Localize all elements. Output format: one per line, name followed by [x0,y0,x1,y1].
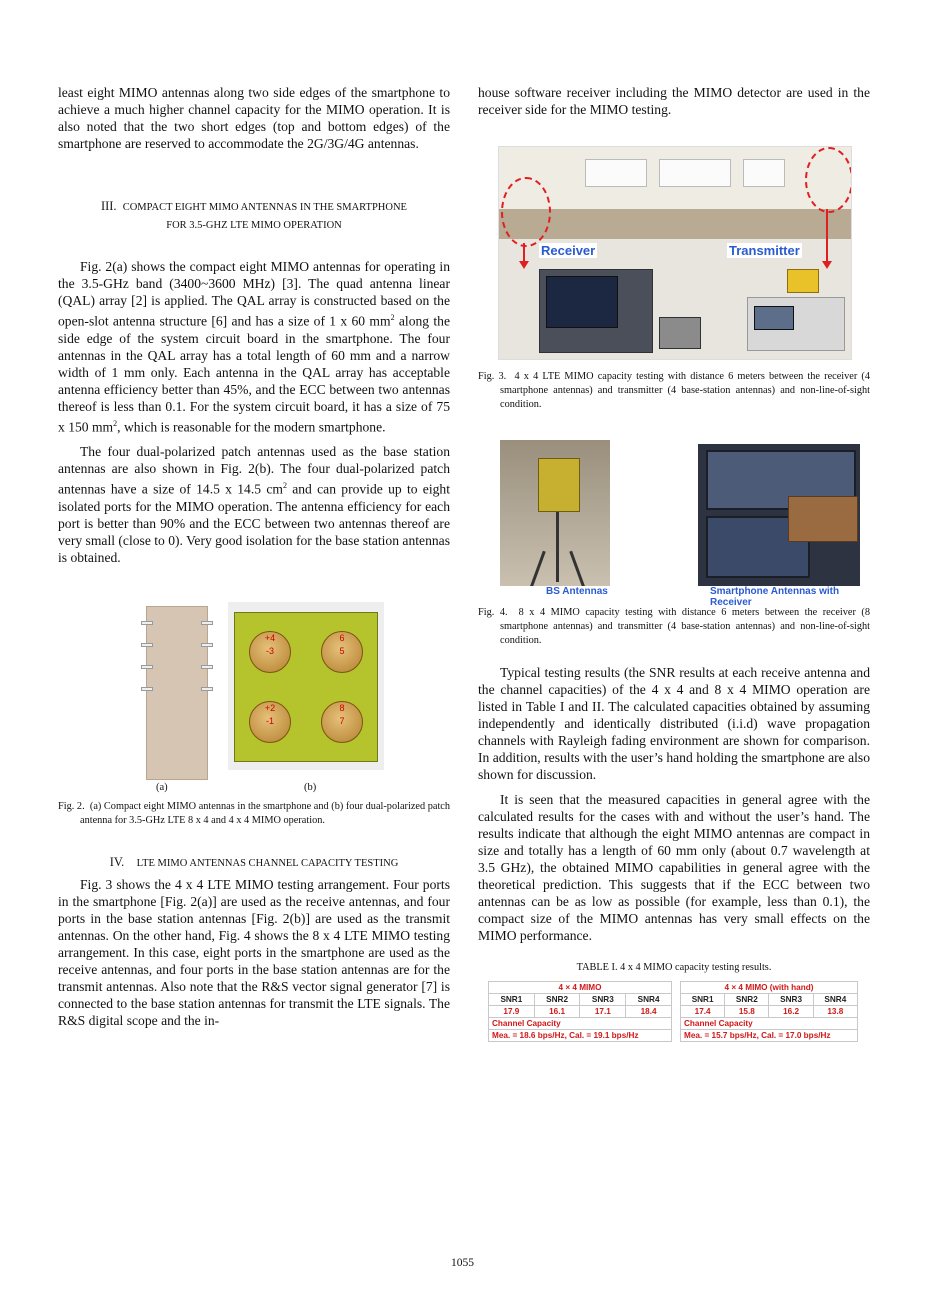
superscript-2b: 2 [113,418,118,428]
fig2-caption-label: Fig. 2. [58,800,85,812]
table1-right-title: 4 × 4 MIMO (with hand) [681,982,858,994]
table1-right-value-2: 15.8 [725,1006,769,1018]
receiver-scope-image [539,269,653,353]
table1-left-value-4: 18.4 [626,1006,672,1018]
superscript-2c: 2 [282,481,287,491]
section-3-number: III. [101,199,117,213]
section-3-heading [58,198,450,234]
fig3-caption [478,370,870,412]
section-3-title-line2: FOR 3.5-GHZ LTE MIMO OPERATION [166,220,342,231]
table1-left [488,981,672,1042]
fig2-caption [58,800,450,828]
table1-right-cc-value: Mea. = 15.7 bps/Hz, Cal. = 17.0 bps/Hz [681,1030,858,1042]
smartphone-receiver-photo [698,444,860,586]
section-4-heading [58,854,450,872]
table1-right-header-1: SNR1 [681,994,725,1006]
section-4-title: LTE MIMO ANTENNAS CHANNEL CAPACITY TESTING [136,857,399,869]
section-3-paragraph-1 [58,258,450,435]
table1-left-cc-value: Mea. = 18.6 bps/Hz, Cal. = 19.1 bps/Hz [489,1030,672,1042]
table1-left-title: 4 × 4 MIMO [489,982,672,994]
table1-left-header-2: SNR2 [534,994,580,1006]
table1-caption: TABLE I. 4 x 4 MIMO capacity testing results. [576,962,772,973]
typical-results-paragraph: Typical testing results (the SNR results at each receive antenna and the channel capacities) of the 4 x 4 and 8 x 4 MIMO operation are listed in Table I and II. The calculated capacities obtained by assuming independently and identically distributed (i.i.d) wave propagation channels with Rayleigh fading environment are shown for comparison. In addition, results with the user’s hand holding the smartphone are also shown for discussion. [478,665,870,782]
bs-antennas-photo [500,440,610,586]
fig2-sub-label-a: (a) [156,781,168,793]
page-number: 1055 [451,1257,474,1269]
figure-4-photos [498,440,860,608]
table1-right [680,981,858,1042]
figure-2 [58,596,450,796]
table1-right-header-4: SNR4 [813,994,857,1006]
table1-right-header-3: SNR3 [769,994,813,1006]
section-3-p2-part1: The four dual-polarized patch antennas used as the base station antennas are also shown in Fig. 2(b). The four dual-polarized patch antennas have a size of 14.5 x 14.5 cm [58,444,450,497]
transmitter-highlight-circle [805,147,852,213]
table1-left-value-1: 17.9 [489,1006,535,1018]
table1-right-value-1: 17.4 [681,1006,725,1018]
fig4-caption-label: Fig. 4. [478,607,508,618]
receiver-label: Receiver [541,243,596,258]
table1-left-header-4: SNR4 [626,994,672,1006]
transmit-antenna-image [787,269,819,293]
signal-generator-image [747,297,845,351]
fig3-caption-text: 4 x 4 LTE MIMO capacity testing with distance 6 meters between the receiver (4 smartphone antennas) and transmitter (4 base-station antennas) and non-line-of-sight condition. [500,371,871,410]
section-3-title-line1: COMPACT EIGHT MIMO ANTENNAS IN THE SMARTPHONE [122,202,407,213]
smartphone-antenna-board-image [146,606,208,780]
bs-antennas-label: BS Antennas [546,586,608,597]
right-column [478,84,870,1049]
fig4-caption [478,606,870,648]
base-station-antenna-board-image [228,602,384,770]
test-room-image [499,147,851,239]
patch-antenna-1: +4 -3 [249,631,291,673]
section-3-p2-part2: and can provide up to eight isolated ports for the MIMO operation. The antenna efficiency for each port is better than 90% and the ECC between two antennas thereof are very small (close to 0). Very good isolation for the base station antennas is obtained. [58,481,450,565]
fig3-caption-label: Fig. 3. [478,371,507,382]
table1-left-header-3: SNR3 [580,994,626,1006]
receiver-highlight-circle [501,177,551,247]
fig2-caption-text: (a) Compact eight MIMO antennas in the smartphone and (b) four dual-polarized patch antenna for 3.5-GHz LTE 8 x 4 and 4 x 4 MIMO operation. [80,800,451,826]
patch-antenna-2: 6 5 [321,631,363,673]
table1-left-value-3: 17.1 [580,1006,626,1018]
agreement-paragraph: It is seen that the measured capacities in general agree with the calculated results for the cases with and without the user’s hand. The results indicate that although the eight MIMO antennas are compact in size and totally has a length of 60 mm only (about 0.7 wavelength at 3.5 GHz), the obtained MIMO capabilities in general agree with the theoretical prediction. This suggests that if the ECC between two antennas can be as low as possible (for example, less than 0.1), the compact size of the MIMO antennas has very small effects on the MIMO performance. [478,792,870,943]
smartphone-antennas-label: Smartphone Antennas with Receiver [710,586,840,608]
table1-left-value-2: 16.1 [534,1006,580,1018]
section-3-p1-part2: along the side edge of the system circuit board in the smartphone. The four antennas in the QAL array has a total length of 60 mm and a narrow width of 1 mm only. Each antenna in the QAL array has acceptable antenna efficiency better than 45%, and the ECC between two antennas thereof is less than 0.1. For the system circuit board, it has a size of 75 x 150 mm [58,313,451,435]
table1-left-cc-label: Channel Capacity [489,1018,672,1030]
receiver-equipment-image [659,317,701,349]
table1-right-value-3: 16.2 [769,1006,813,1018]
section-3-p1-part1: Fig. 2(a) shows the compact eight MIMO antennas for operating in the 3.5-GHz band (3400~3600 MHz) [3]. The quad antenna linear (QAL) array [2] is applied. The QAL array is constructed based on the open-slot antenna structure [6] and has a size of 1 x 60 mm [58,259,450,329]
section-4-paragraph-1: Fig. 3 shows the 4 x 4 LTE MIMO testing arrangement. Four ports in the smartphone [Fig. 2(a)] are used as the receive antennas, and four ports in the base station antennas [Fig. 2(b)] are used as the transmit antennas. On the other hand, Fig. 4 shows the 8 x 4 LTE MIMO testing arrangement. In this case, eight ports in the smartphone are used as the receive antennas, and four ports in the base station antennas are for the transmit antennas. Also note that the R&S vector signal generator [7] is connected to the base station antennas for transmit the LTE signals. The R&S digital scope and the in- [58,876,450,1028]
table1-left-header-1: SNR1 [489,994,535,1006]
table-1 [488,981,860,1049]
transmitter-label: Transmitter [729,243,800,258]
section-3-paragraph-2 [58,443,450,566]
intro-paragraph: least eight MIMO antennas along two side edges of the smartphone to achieve a much higher channel capacity for the MIMO operation. It is also noted that the two short edges (top and bottom edges) of the smartphone are reserved to accommodate the 2G/3G/4G antennas. [58,85,450,151]
section-4-number: IV. [109,854,125,869]
left-column [58,84,450,1029]
patch-antenna-3: +2 -1 [249,701,291,743]
continued-paragraph: house software receiver including the MIMO detector are used in the receiver side for the MIMO testing. [478,85,870,117]
table1-right-value-4: 13.8 [813,1006,857,1018]
fig4-caption-text: 8 x 4 MIMO capacity testing with distance 6 meters between the receiver (8 smartphone antennas) and transmitter (4 base-station antennas) and non-line-of-sight condition. [500,607,871,646]
table1-right-header-2: SNR2 [725,994,769,1006]
table1-right-cc-label: Channel Capacity [681,1018,858,1030]
fig2-sub-label-b: (b) [304,781,317,793]
section-3-p1-part3: , which is reasonable for the modern smartphone. [117,419,386,435]
superscript-2a: 2 [390,313,395,322]
figure-3-photo [498,146,852,360]
patch-antenna-4: 8 7 [321,701,363,743]
